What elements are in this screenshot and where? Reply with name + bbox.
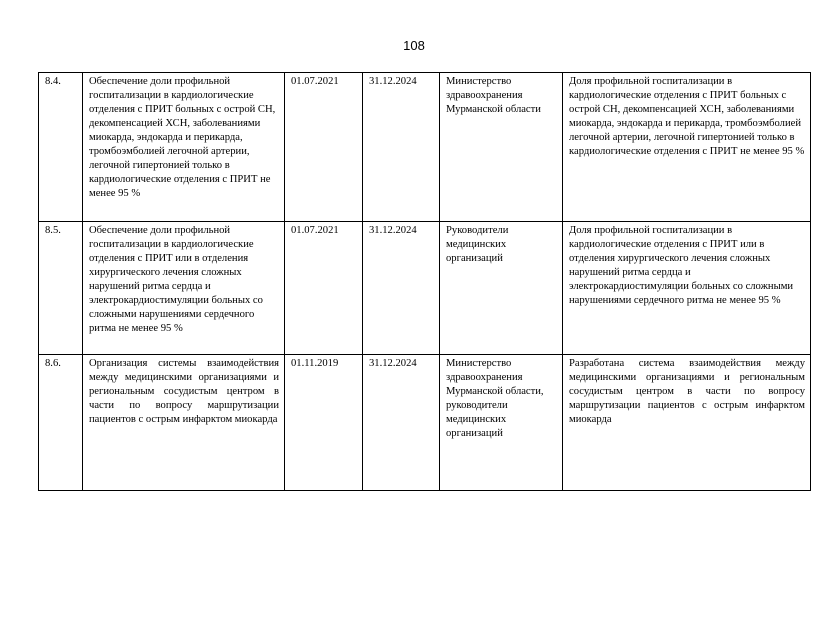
expected-result: Разработана система взаимодействия между медицинскими организациями и региональным сосудистым центром в части по вопросу маршрутизации пациентов с острым инфарктом миокарда xyxy=(563,355,811,491)
row-number: 8.6. xyxy=(39,355,83,491)
row-number: 8.5. xyxy=(39,222,83,355)
start-date: 01.11.2019 xyxy=(285,355,363,491)
expected-result: Доля профильной госпитализации в кардиологические отделения с ПРИТ больных с острой СН, декомпенсацией ХСН, заболеваниями миокарда, эндокарда и перикарда, тромбоэмболией легочной артерии, легочной гипертонией только в кардиологические отделения с ПРИТ не менее 95 % xyxy=(563,73,811,222)
responsible-party: Министерство здравоохранения Мурманской области, руководители медицинских организаций xyxy=(440,355,563,491)
measure-text: Обеспечение доли профильной госпитализации в кардиологические отделения с ПРИТ больных с острой СН, декомпенсацией ХСН, заболеваниями миокарда, эндокарда и перикарда, тромбоэмболией легочной артерии, легочной гипертонией только в кардиологические отделения с ПРИТ не менее 95 % xyxy=(83,73,285,222)
end-date: 31.12.2024 xyxy=(363,73,440,222)
expected-result: Доля профильной госпитализации в кардиологические отделения с ПРИТ или в отделения хирургического лечения сложных нарушений ритма сердца и электрокардиостимуляции больных со сложными нарушениями сердечного ритма не менее 95 % xyxy=(563,222,811,355)
table-row xyxy=(39,355,811,491)
start-date: 01.07.2021 xyxy=(285,222,363,355)
page-number: 108 xyxy=(403,38,425,53)
responsible-party: Руководители медицинских организаций xyxy=(440,222,563,355)
start-date: 01.07.2021 xyxy=(285,73,363,222)
end-date: 31.12.2024 xyxy=(363,355,440,491)
row-number: 8.4. xyxy=(39,73,83,222)
table-row xyxy=(39,73,811,222)
measure-text: Обеспечение доли профильной госпитализации в кардиологические отделения с ПРИТ или в отделения хирургического лечения сложных нарушений ритма сердца и электрокардиостимуляции больных со сложными нарушениями сердечного ритма не менее 95 % xyxy=(83,222,285,355)
measures-table xyxy=(38,72,811,491)
table-row xyxy=(39,222,811,355)
measure-text: Организация системы взаимодействия между медицинскими организациями и региональным сосудистым центром в части по вопросу маршрутизации пациентов с острым инфарктом миокарда xyxy=(83,355,285,491)
end-date: 31.12.2024 xyxy=(363,222,440,355)
responsible-party: Министерство здравоохранения Мурманской области xyxy=(440,73,563,222)
